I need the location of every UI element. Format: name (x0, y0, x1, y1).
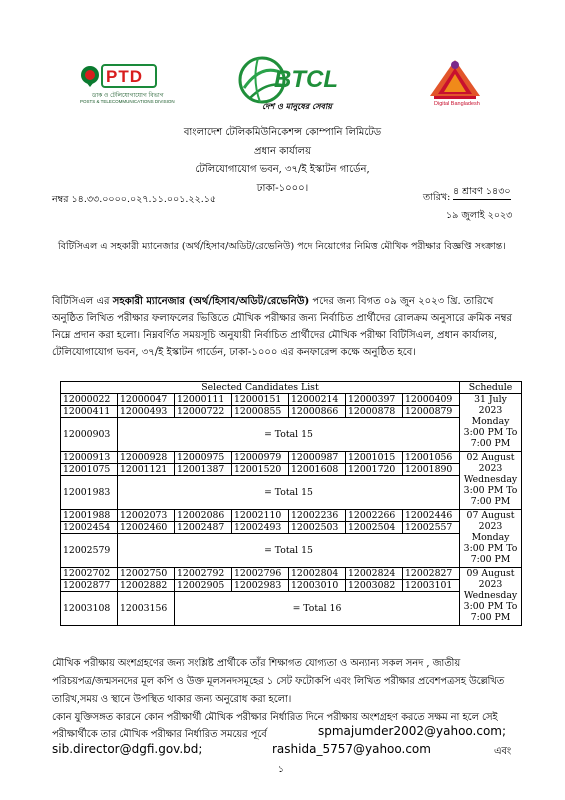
roll-cell: 12000047 (118, 394, 175, 406)
roll-cell: 12001015 (346, 452, 403, 464)
email-link[interactable]: spmajumder2002@yahoo.com; (318, 724, 507, 738)
roll-cell: 12002579 (61, 534, 118, 568)
org-office: প্রধান কার্যালয় (253, 146, 311, 157)
schedule-line: Monday (471, 532, 510, 543)
roll-cell: 12003108 (61, 592, 118, 626)
roll-cell: 12003156 (118, 592, 175, 626)
total-cell: = Total 15 (118, 418, 460, 452)
org-address: টেলিযোগাযোগ ভবন, ৩৭/ই ইস্কাটন গার্ডেন, (195, 164, 370, 175)
roll-cell: 12002905 (175, 580, 232, 592)
body-line-3: নিম্নে প্রদান করা হলো। নিম্নবর্ণিত সময়সূচি অনুযায়ী নির্বাচিত প্রার্থীদের মৌখিক পরীক্ষা বিটিসিএল, প্রধান কার্যালয়, (52, 330, 498, 341)
schedule-cell (460, 510, 522, 568)
roll-cell: 12000722 (175, 406, 232, 418)
total-cell: = Total 15 (118, 476, 460, 510)
roll-cell: 12000987 (289, 452, 346, 464)
roll-cell: 12002804 (289, 568, 346, 580)
table-row (61, 394, 522, 406)
roll-cell: 12000975 (175, 452, 232, 464)
body-line-2: অনুষ্ঠিত লিখিত পরীক্ষার ফলাফলের ভিত্তিতে মৌখিক পরীক্ষার জন্য নির্বাচিত প্রার্থীদের রোলক্রম অনুসারে ক্রমিক নম্বর (52, 313, 513, 324)
date-label: তারিখ: (423, 192, 451, 203)
roll-cell: 12002487 (175, 522, 232, 534)
roll-cell: 12000913 (61, 452, 118, 464)
digital-bangladesh-logo (420, 56, 490, 108)
roll-cell: 12001890 (403, 464, 460, 476)
roll-cell: 12000409 (403, 394, 460, 406)
roll-cell: 12002504 (346, 522, 403, 534)
footer-line-1: মৌখিক পরীক্ষায় অংশগ্রহণের জন্য সংশ্লিষ্ট প্রার্থীকে তাঁর শিক্ষাগত যোগ্যতা ও অন্যান্য সকল সনদ , জাতীয় (52, 658, 461, 669)
table-row (61, 464, 522, 476)
ptd-caption-bn: ডাক ও টেলিযোগাযোগ বিভাগ (92, 93, 164, 99)
roll-cell: 12002796 (232, 568, 289, 580)
roll-cell: 12001983 (61, 476, 118, 510)
roll-cell: 12002750 (118, 568, 175, 580)
roll-cell: 12002266 (346, 510, 403, 522)
schedule-line: 3:00 PM To (463, 543, 518, 554)
roll-cell: 12003010 (289, 580, 346, 592)
table-header-row (61, 382, 522, 394)
btcl-logo-text: BTCL (274, 66, 338, 93)
date-english: ১৯ জুলাই ২০২৩ (446, 210, 513, 221)
roll-cell: 12000214 (289, 394, 346, 406)
roll-cell: 12001520 (232, 464, 289, 476)
schedule-header: Schedule (460, 382, 522, 394)
roll-cell: 12000878 (346, 406, 403, 418)
selected-list-header: Selected Candidates List (61, 382, 460, 394)
table-row (61, 476, 522, 510)
table-row (61, 522, 522, 534)
table-row (61, 568, 522, 580)
roll-cell: 12000022 (61, 394, 118, 406)
table-row (61, 452, 522, 464)
roll-cell: 12000928 (118, 452, 175, 464)
date-bangla: ৪ শ্রাবণ ১৪৩০ (453, 186, 511, 200)
total-cell: = Total 16 (175, 592, 460, 626)
roll-cell: 12002446 (403, 510, 460, 522)
body-text: পদের জন্য বিগত ০৯ জুন ২০২৩ খ্রি. তারিখে (309, 296, 494, 307)
roll-cell: 12002460 (118, 522, 175, 534)
schedule-cell (460, 568, 522, 626)
schedule-line: 09 August (466, 568, 515, 579)
email-link[interactable]: sib.director@dgfi.gov.bd; (52, 742, 203, 756)
schedule-line: 3:00 PM To (463, 485, 518, 496)
roll-cell: 12003101 (403, 580, 460, 592)
candidates-body (61, 394, 522, 626)
roll-cell: 12001608 (289, 464, 346, 476)
schedule-line: 7:00 PM (470, 438, 511, 449)
roll-cell: 12002824 (346, 568, 403, 580)
schedule-line: 7:00 PM (470, 612, 511, 623)
schedule-line: Wednesday (463, 590, 518, 601)
candidates-table (60, 381, 522, 626)
roll-cell: 12000903 (61, 418, 118, 452)
footer-line-5: পরীক্ষার্থীকে তার মৌখিক পরীক্ষার নির্ধারিত সময়ের পূর্বে (52, 729, 267, 740)
roll-cell: 12002792 (175, 568, 232, 580)
roll-cell: 12001056 (403, 452, 460, 464)
roll-cell: 12000411 (61, 406, 118, 418)
roll-cell: 12002493 (232, 522, 289, 534)
body-line-4: টেলিযোগাযোগ ভবন, ৩৭/ই ইস্কাটন গার্ডেন, ঢাকা-১০০০ এর কনফারেন্স কক্ষে অনুষ্ঠিত হবে। (52, 347, 416, 358)
schedule-line: 7:00 PM (470, 496, 511, 507)
footer-line-2: পরিচয়পত্র/জন্মসনদের মূল কপি ও উক্ত মূলসনদসমূহের ১ সেট ফটোকপি এবং লিখিত পরীক্ষার প্রবেশপত্রসহ উল্লেখিত (52, 676, 505, 687)
roll-cell: 12000493 (118, 406, 175, 418)
body-text: বিটিসিএল এর (52, 296, 113, 307)
roll-cell: 12003082 (346, 580, 403, 592)
roll-cell: 12000397 (346, 394, 403, 406)
table-row (61, 580, 522, 592)
roll-cell: 12001075 (61, 464, 118, 476)
roll-cell: 12001720 (346, 464, 403, 476)
ptd-caption-en: POSTS & TELECOMMUNICATIONS DIVISION (80, 99, 175, 104)
footer-and: এবং (494, 746, 512, 757)
footer-line-3: তারিখ,সময় ও স্থানে উপস্থিত থাকার জন্য অনুরোধ করা হলো। (52, 694, 292, 705)
roll-cell: 12002702 (61, 568, 118, 580)
memo-number: নম্বর ১৪.৩৩.০০০০.০২৭.১১.০০১.২২.১৫ (52, 194, 217, 205)
roll-cell: 12002086 (175, 510, 232, 522)
schedule-line: 31 July (474, 394, 507, 405)
roll-cell: 12001988 (61, 510, 118, 522)
roll-cell: 12002236 (289, 510, 346, 522)
btcl-tagline: দেশ ও মানুষের সেবায় (262, 102, 333, 111)
roll-cell: 12001387 (175, 464, 232, 476)
table-row (61, 592, 522, 626)
org-name: বাংলাদেশ টেলিকমিউনিকেশন্স কোম্পানি লিমিটেড (183, 127, 382, 138)
roll-cell: 12002110 (232, 510, 289, 522)
ptd-logo-text: PTD (106, 67, 143, 86)
roll-cell: 12000979 (232, 452, 289, 464)
table-row (61, 534, 522, 568)
schedule-line: 2023 (478, 463, 503, 474)
btcl-logo (228, 52, 346, 116)
schedule-cell (460, 452, 522, 510)
roll-cell: 12000866 (289, 406, 346, 418)
roll-cell: 12002073 (118, 510, 175, 522)
table-row (61, 406, 522, 418)
email-link[interactable]: rashida_5757@yahoo.com (272, 742, 431, 756)
roll-cell: 12000855 (232, 406, 289, 418)
page-number: ১ (278, 765, 284, 775)
body-line-1 (52, 293, 520, 310)
schedule-line: 02 August (466, 452, 515, 463)
footer-line-4: কোন যুক্তিসঙ্গত কারনে কোন পরীক্ষার্থী মৌখিক পরীক্ষার নির্ধারিত দিনে পরীক্ষায় অংশগ্রহণ করতে সক্ষম না হলে সেই (52, 712, 498, 723)
roll-cell: 12002454 (61, 522, 118, 534)
schedule-line: Wednesday (463, 474, 518, 485)
post-title: সহকারী ম্যানেজার (অর্থ/হিসাব/অডিট/রেভেনিউ) (112, 296, 310, 307)
roll-cell: 12000151 (232, 394, 289, 406)
schedule-line: 2023 (478, 521, 503, 532)
subject-line: বিটিসিএল এ সহকারী ম্যানেজার (অর্থ/হিসাব/অডিট/রেভেনিউ) পদে নিয়োগের নিমিত্ত মৌখিক পরীক্ষার বিজ্ঞপ্তি সংক্রান্ত। (58, 241, 506, 252)
schedule-line: Monday (471, 416, 510, 427)
table-row (61, 418, 522, 452)
schedule-line: 3:00 PM To (463, 427, 518, 438)
org-city: ঢাকা-১০০০। (256, 183, 309, 194)
roll-cell: 12002882 (118, 580, 175, 592)
roll-cell: 12002827 (403, 568, 460, 580)
roll-cell: 12001121 (118, 464, 175, 476)
roll-cell: 12000111 (175, 394, 232, 406)
table-row (61, 510, 522, 522)
roll-cell: 12002557 (403, 522, 460, 534)
roll-cell: 12002503 (289, 522, 346, 534)
schedule-line: 07 August (466, 510, 515, 521)
schedule-line: 2023 (478, 579, 503, 590)
roll-cell: 12002983 (232, 580, 289, 592)
roll-cell: 12002877 (61, 580, 118, 592)
roll-cell: 12000879 (403, 406, 460, 418)
schedule-line: 7:00 PM (470, 554, 511, 565)
schedule-cell (460, 394, 522, 452)
schedule-line: 2023 (478, 405, 503, 416)
ptd-logo (78, 58, 175, 108)
digital-bangladesh-caption: Digital Bangladesh (434, 101, 480, 107)
schedule-line: 3:00 PM To (463, 601, 518, 612)
total-cell: = Total 15 (118, 534, 460, 568)
